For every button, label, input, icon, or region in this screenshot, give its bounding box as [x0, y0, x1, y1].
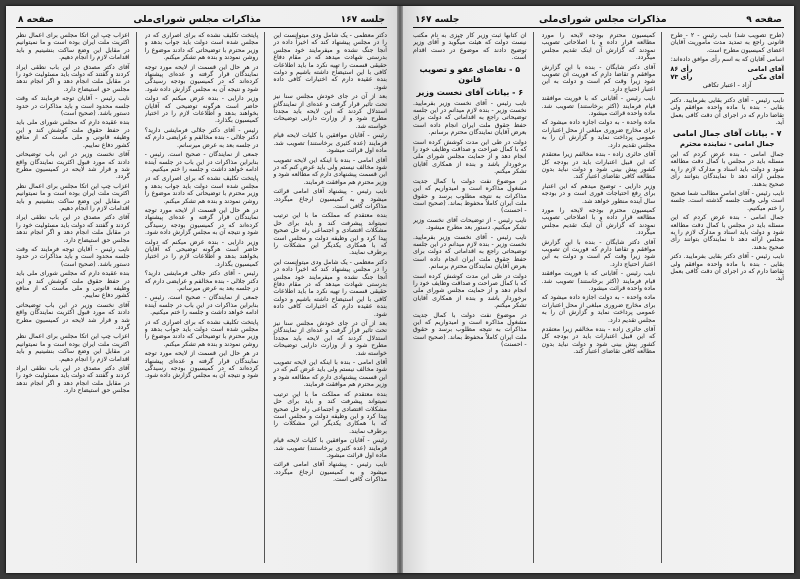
paragraph: نایب رئیس - آقایان توجه فرمایند که وقت جلسه محدود است و باید مذاکرات در حدود دستور باشد. (صحیح است) — [15, 95, 130, 118]
book-spread — [6, 6, 794, 573]
paragraph: آقای نخست وزیر در این باب توضیحاتی دادند که مورد قبول اکثریت نمایندگان واقع شد و قرار شد لایحه در کمیسیون مطرح گردد. — [15, 151, 130, 181]
paragraph: بنده معتقدم که مملکت ما با این ترتیب نمیتواند پیشرفت کند و باید برای حل مشکلات اقتصادی و اجتماعی راه حل صحیح پیدا کرد و این وظیفه دولت و مجلس است که با همکاری یکدیگر این مشکلات را برطرف نمایند. — [273, 212, 387, 257]
paragraph: اعزاب چپ این اتکا مجلس برای اعمال نظر اکثریت ملت ایران بوده است و ما نمیتوانیم در مقابل این وضع ساکت بنشینیم و باید اقدامات لازم را انجام دهیم. — [15, 182, 130, 212]
left-page-columns — [16, 32, 387, 563]
paragraph: پایتخت تکلیف نشده که برای اصراری که در مجلس شده است دولت باید جواب بدهد و وزیر محترم با توضیحاتی که دادند موضوع را روشن نمودند و بنده هم تشکر میکنم. — [144, 32, 259, 62]
paragraph: بعد از آن در جای خودش مجلس سنا نیز تحت تأثیر قرار گرفت و عده‌ای از نمایندگان استدلال کردند که این لایحه باید مجدداً مطرح شود و از وزارت دارایی توضیحات خواسته شد. — [273, 93, 387, 130]
paragraph: (طرح تصویب شد) نایب رئیس - ۲ - طرح قانونی راجع به تمدید مدت مأموریت آقایان اعضای کمیسیون مطرح است. — [670, 32, 784, 54]
left-page-header — [16, 14, 387, 28]
paragraph: رئیس - آقایان موافقین با کلیات لایحه قیام فرمایند (عده کثیری برخاستند) تصویب شد. ماده اول قرائت میشود. — [273, 437, 387, 459]
paragraph: آقای دکتر مصدق در این باب نطقی ایراد کردند و گفتند که دولت باید مسئولیت خود را در مقابل ملت انجام دهد و اگر انجام ندهد مجلس حق استیضاح دارد. — [15, 214, 130, 244]
text-column — [273, 32, 387, 563]
paragraph: آقای دکتر شایگان - بنده با این گزارش موافقم و تقاضا دارم که فوریت آن تصویب شود زیرا وقت کم است و دولت به این اعتبار احتیاج دارد. — [541, 63, 656, 93]
session-number: جلسه ۱۶۷ — [415, 15, 460, 25]
paragraph: آقای حائری زاده - بنده مخالفم زیرا معتقدم که این قبیل اعتبارات باید در بودجه کل کشور پیش بینی شود و دولت نباید بدون مطالعه کافی تقاضای اعتبار کند. — [541, 326, 656, 356]
section-divider — [670, 93, 784, 94]
paragraph: جمعی از نمایندگان - صحیح است. رئیس - بنابراین مذاکرات در این باب در جلسه آینده ادامه خواهد داشت و جلسه را ختم میکنیم. — [144, 294, 259, 317]
page-running-title: مذاکرات مجلس شورای‌ملی — [539, 14, 667, 25]
paragraph: نایب رئیس - آقایانی که با فوریت موافقند قیام فرمایند (اکثر برخاستند) تصویب شد. ماده واحده قرائت میشود. — [541, 95, 656, 118]
paragraph: ماده واحده - به دولت اجازه داده میشود که برای مخارج ضروری مبلغی از محل اعتبارات عمومی پرداخت نماید و گزارش آن را به مجلس تقدیم دارد. — [541, 294, 656, 324]
paragraph: در هر حال این قسمت از لایحه مورد توجه نمایندگان قرار گرفته و عده‌ای پیشنهاد کرده‌اند که در کمیسیون بودجه رسیدگی شود و نتیجه آن به مجلس گزارش داده شود. — [144, 350, 259, 380]
paragraph: آقای حائری زاده - بنده مخالفم زیرا معتقدم که این قبیل اعتبارات باید در بودجه کل کشور پیش بینی شود و دولت نباید بدون مطالعه کافی تقاضای اعتبار کند. — [541, 151, 656, 181]
paragraph: آقای دکتر مصدق در این باب نطقی ایراد کردند و گفتند که دولت باید مسئولیت خود را در مقابل ملت انجام دهد و اگر انجام ندهد مجلس حق استیضاح دارد. — [15, 63, 130, 93]
page-number: صفحه ۹ — [746, 15, 782, 25]
paragraph: نایب رئیس - آقای دکتر بقایی بفرمایید. دکتر بقایی - بنده با ماده واحده موافقم ولی تقاضا دارم که در اجرای آن دقت کافی بعمل آید. — [670, 96, 784, 127]
section-heading: ۷ - بیانات آقای جمال امامی — [672, 129, 782, 139]
paragraph: وزیر دارایی - بنده عرض میکنم که دولت حاضر است هرگونه توضیحی که آقایان بخواهند بدهد و اطلاعات لازم را در اختیار کمیسیون بگذارد. — [144, 95, 259, 125]
paragraph: جمال امامی - بنده عرض کردم که این مسئله باید در مجلس با کمال دقت مطالعه شود و دولت باید اسناد و مدارک لازم را به مجلس ارائه دهد تا نمایندگان بتوانند رأی صحیح بدهند. — [670, 150, 784, 188]
vote-count: رأی ۷۳ — [670, 73, 693, 82]
vote-name: آقای امامی — [747, 64, 784, 73]
paragraph: نایب رئیس - آقای نخست وزیر بفرمایید. نخست وزیر - بنده لازم میدانم در این جلسه توضیحاتی راجع به اقداماتی که دولت برای حفظ حقوق ملت ایران انجام داده است بعرض آقایان نمایندگان محترم برسانم. — [412, 99, 527, 137]
page-number: صفحه ۸ — [18, 15, 54, 25]
paragraph: آقای دکتر مصدق در این باب نطقی ایراد کردند و گفتند که دولت باید مسئولیت خود را در مقابل ملت انجام دهد و اگر انجام ندهد مجلس حق استیضاح دارد. — [15, 365, 130, 395]
page-running-title: مذاکرات مجلس شورای‌ملی — [133, 14, 261, 25]
paragraph: در موضوع نفت دولت با کمال جدیت مشغول مذاکره است و امیدواریم که این مذاکرات به نتیجه مطلوب برسد و حقوق ملت ایران کاملاً محفوظ بماند. (صحیح است - احسنت) — [412, 311, 527, 349]
text-column — [413, 32, 534, 563]
paragraph: وزیر دارایی - بنده عرض میکنم که دولت حاضر است هرگونه توضیحی که آقایان بخواهند بدهد و اطلاعات لازم را در اختیار کمیسیون بگذارد. — [144, 238, 259, 268]
section-heading: ۶ - بیانات آقای نخست وزیر — [416, 87, 524, 97]
paragraph: کمیسیون محترم بودجه لایحه را مورد مطالعه قرار داده و با اصلاحاتی تصویب نمودند که گزارش آن اینک تقدیم مجلس میگردد. — [541, 32, 656, 62]
paragraph: آن کتابها ثبت وزیر کار چیزی به نام مکتب نیست دولت که هیئت میگوید و آقای وزیر توضیح دادند که موضوع در دست اقدام است. — [412, 32, 527, 62]
right-page-header — [413, 14, 784, 28]
paragraph: دولت در طی این مدت کوشش کرده است که با کمال صراحت و صداقت وظایف خود را انجام دهد و از حمایت مجلس شورای ملی برخوردار باشد و بنده از همکاری آقایان تشکر میکنم. — [412, 138, 527, 176]
paragraph: بعد از آن در جای خودش مجلس سنا نیز تحت تأثیر قرار گرفت و عده‌ای از نمایندگان استدلال کردند که این لایحه باید مجدداً مطرح شود و از وزارت دارایی توضیحات خواسته شد. — [273, 320, 387, 357]
paragraph: جمال امامی - بنده عرض کردم که این مسئله باید در مجلس با کمال دقت مطالعه شود و دولت باید اسناد و مدارک لازم را به مجلس ارائه دهد تا نمایندگان بتوانند رأی صحیح بدهند. — [670, 214, 784, 251]
paragraph: وزیر دارایی - توضیح میدهم که این اعتبار برای رفع احتیاجات فوری است و در بودجه سال آینده منظور خواهد شد. — [541, 182, 656, 205]
paragraph: بنده عقیده دارم که مجلس شورای ملی باید در حفظ حقوق ملت کوشش کند و این وظیفه قانونی و ملی ماست که از منافع کشور دفاع نماییم. — [15, 270, 130, 300]
paragraph: رئیس - آقای دکتر جلالی فرمایشی دارید؟ دکتر جلالی - بنده مخالفم و عرایضی دارم که در جلسه بعد به عرض میرسانم. — [144, 270, 259, 292]
paragraph: بنده معتقدم که مملکت ما با این ترتیب نمیتواند پیشرفت کند و باید برای حل مشکلات اقتصادی و اجتماعی راه حل صحیح پیدا کرد و این وظیفه دولت و مجلس است که با همکاری یکدیگر این مشکلات را برطرف نمایند. — [273, 390, 387, 435]
paragraph: نایب رئیس - آقایان توجه فرمایند که وقت جلسه محدود است و باید مذاکرات در حدود دستور باشد. (صحیح است) — [15, 245, 130, 268]
paragraph: اعزاب چپ این اتکا مجلس برای اعمال نظر اکثریت ملت ایران بوده است و ما نمیتوانیم در مقابل این وضع ساکت بنشینیم و باید اقدامات لازم را انجام دهیم. — [15, 333, 130, 363]
paragraph: دکتر معظمی - یک شامل ودی میتوانست این را در مجلس پیشنهاد کند که اخیراً داده در آنجا جنگ نشده و میفرمایند خود مجلس بدرستی شهادت میدهد که در مقام دفاع حقیقی قسمت را تهیه نکرد ما باید اطلاعات کافی با این استیضاح داشته باشیم و دولت بنده عقیده دارم که اختیارات کافی داده شود. — [273, 258, 387, 318]
paragraph: نایب رئیس - آقای دکتر بقایی بفرمایید. دکتر بقایی - بنده با ماده واحده موافقم ولی تقاضا دارم که در اجرای آن دقت کافی بعمل آید. — [670, 253, 784, 283]
paragraph: آقای دکتر شایگان - بنده با این گزارش موافقم و تقاضا دارم که فوریت آن تصویب شود زیرا وقت کم است و دولت به این اعتبار احتیاج دارد. — [541, 238, 656, 268]
paragraph: بنده عقیده دارم که مجلس شورای ملی باید در حفظ حقوق ملت کوشش کند و این وظیفه قانونی و ملی ماست که از منافع کشور دفاع نماییم. — [15, 119, 130, 149]
paragraph: نایب رئیس - آقای نخست وزیر بفرمایید. نخست وزیر - بنده لازم میدانم در این جلسه توضیحاتی راجع به اقداماتی که دولت برای حفظ حقوق ملت ایران انجام داده است بعرض آقایان نمایندگان محترم برسانم. — [412, 233, 527, 271]
paragraph: در هر حال این قسمت از لایحه مورد توجه نمایندگان قرار گرفته و عده‌ای پیشنهاد کرده‌اند که در کمیسیون بودجه رسیدگی شود و نتیجه آن به مجلس گزارش داده شود. — [144, 206, 259, 237]
paragraph: کمیسیون محترم بودجه لایحه را مورد مطالعه قرار داده و با اصلاحاتی تصویب نمودند که گزارش آن اینک تقدیم مجلس میگردد. — [541, 206, 656, 237]
section-heading: ۵ - تقاضای عفو و تصویب قانون — [419, 64, 521, 84]
paragraph: دولت در طی این مدت کوشش کرده است که با کمال صراحت و صداقت وظایف خود را انجام دهد و از حمایت مجلس شورای ملی برخوردار باشد و بنده از همکاری آقایان تشکر میکنم. — [412, 272, 527, 310]
paragraph: آقای امامی - بنده با اینکه این لایحه تصویب شود مخالف نیستم ولی باید عرض کنم که در این قسمت پیشنهادی دارم که مطالعه شود و وزیر محترم هم موافقت فرمایند. — [273, 359, 387, 389]
paragraph: نایب رئیس - پیشنهاد آقای امامی قرائت میشود و به کمیسیون ارجاع میگردد. مذاکرات کافی است. — [273, 461, 387, 484]
paragraph: نایب رئیس - آقای امامی مطالب شما صحیح است ولی وقت جلسه گذشته است. جلسه را ختم میکنیم. — [670, 189, 784, 212]
text-column — [16, 32, 137, 563]
text-column — [145, 32, 266, 563]
centered-note: آزاد - اعتبار تکافی — [702, 81, 752, 90]
paragraph: نایب رئیس - آقایانی که با فوریت موافقند قیام فرمایند (اکثر برخاستند) تصویب شد. ماده واحده قرائت میشود. — [541, 270, 656, 292]
paragraph: پایتخت تکلیف نشده که برای اصراری که در مجلس شده است دولت باید جواب بدهد و وزیر محترم با توضیحاتی که دادند موضوع را روشن نمودند و بنده هم تشکر میکنم. — [144, 318, 259, 348]
paragraph: آقای نخست وزیر در این باب توضیحاتی دادند که مورد قبول اکثریت نمایندگان واقع شد و قرار شد لایحه در کمیسیون مطرح گردد. — [15, 301, 130, 332]
paragraph: نایب رئیس - پیشنهاد آقای امامی قرائت میشود و به کمیسیون ارجاع میگردد. مذاکرات کافی است. — [273, 188, 387, 210]
vote-name: آقای مکی — [752, 73, 784, 82]
vote-line — [670, 66, 784, 73]
paragraph: رئیس - آقای دکتر جلالی فرمایشی دارید؟ دکتر جلالی - بنده مخالفم و عرایضی دارم که در جلسه بعد به عرض میرسانم. — [144, 126, 259, 149]
paragraph: اعزاب چپ این اتکا مجلس برای اعمال نظر اکثریت ملت ایران بوده است و ما نمیتوانیم در مقابل این وضع ساکت بنشینیم و باید اقدامات لازم را انجام دهیم. — [15, 32, 130, 62]
paragraph: آقای امامی - بنده با اینکه این لایحه تصویب شود مخالف نیستم ولی باید عرض کنم که در این قسمت پیشنهادی دارم که مطالعه شود و وزیر محترم هم موافقت فرمایند. — [273, 156, 387, 186]
paragraph: رئیس - آقایان موافقین با کلیات لایحه قیام فرمایند (عده کثیری برخاستند) تصویب شد. ماده اول قرائت میشود. — [273, 132, 387, 155]
vote-count: رأی ۸۶ — [670, 64, 693, 73]
paragraph: دکتر معظمی - یک شامل ودی میتوانست این را در مجلس پیشنهاد کند که اخیراً داده در آنجا جنگ نشده و میفرمایند خود مجلس بدرستی شهادت میدهد که در مقام دفاع حقیقی قسمت را تهیه نکرد ما باید اطلاعات کافی با این استیضاح داشته باشیم و دولت بنده عقیده دارم که اختیارات کافی داده شود. — [273, 32, 387, 91]
session-number: جلسه ۱۶۷ — [340, 15, 385, 25]
vote-intro: اسامی آقایان که به اسم رأی موافق داده‌اند: — [670, 56, 784, 64]
right-page — [403, 6, 794, 573]
left-page — [6, 6, 397, 573]
section-subheading: جمال امامی - نماینده محترم — [679, 140, 775, 149]
text-column — [542, 32, 663, 563]
paragraph: ماده واحده - به دولت اجازه داده میشود که برای مخارج ضروری مبلغی از محل اعتبارات عمومی پرداخت نماید و گزارش آن را به مجلس تقدیم دارد. — [541, 119, 656, 149]
paragraph: در هر حال این قسمت از لایحه مورد توجه نمایندگان قرار گرفته و عده‌ای پیشنهاد کرده‌اند که در کمیسیون بودجه رسیدگی شود و نتیجه آن به مجلس گزارش داده شود. — [144, 63, 259, 93]
paragraph: در موضوع نفت دولت با کمال جدیت مشغول مذاکره است و امیدواریم که این مذاکرات به نتیجه مطلوب برسد و حقوق ملت ایران کاملاً محفوظ بماند. (صحیح است - احسنت) — [412, 177, 527, 215]
text-column — [670, 32, 784, 563]
paragraph: جمعی از نمایندگان - صحیح است. رئیس - بنابراین مذاکرات در این باب در جلسه آینده ادامه خواهد داشت و جلسه را ختم میکنیم. — [144, 151, 259, 173]
paragraph: پایتخت تکلیف نشده که برای اصراری که در مجلس شده است دولت باید جواب بدهد و وزیر محترم با توضیحاتی که دادند موضوع را روشن نمودند و بنده هم تشکر میکنم. — [144, 175, 259, 205]
right-page-columns — [413, 32, 784, 563]
paragraph: نایب رئیس - از توضیحات آقای نخست وزیر تشکر میکنیم. دستور بعد مطرح میشود. — [412, 216, 527, 232]
